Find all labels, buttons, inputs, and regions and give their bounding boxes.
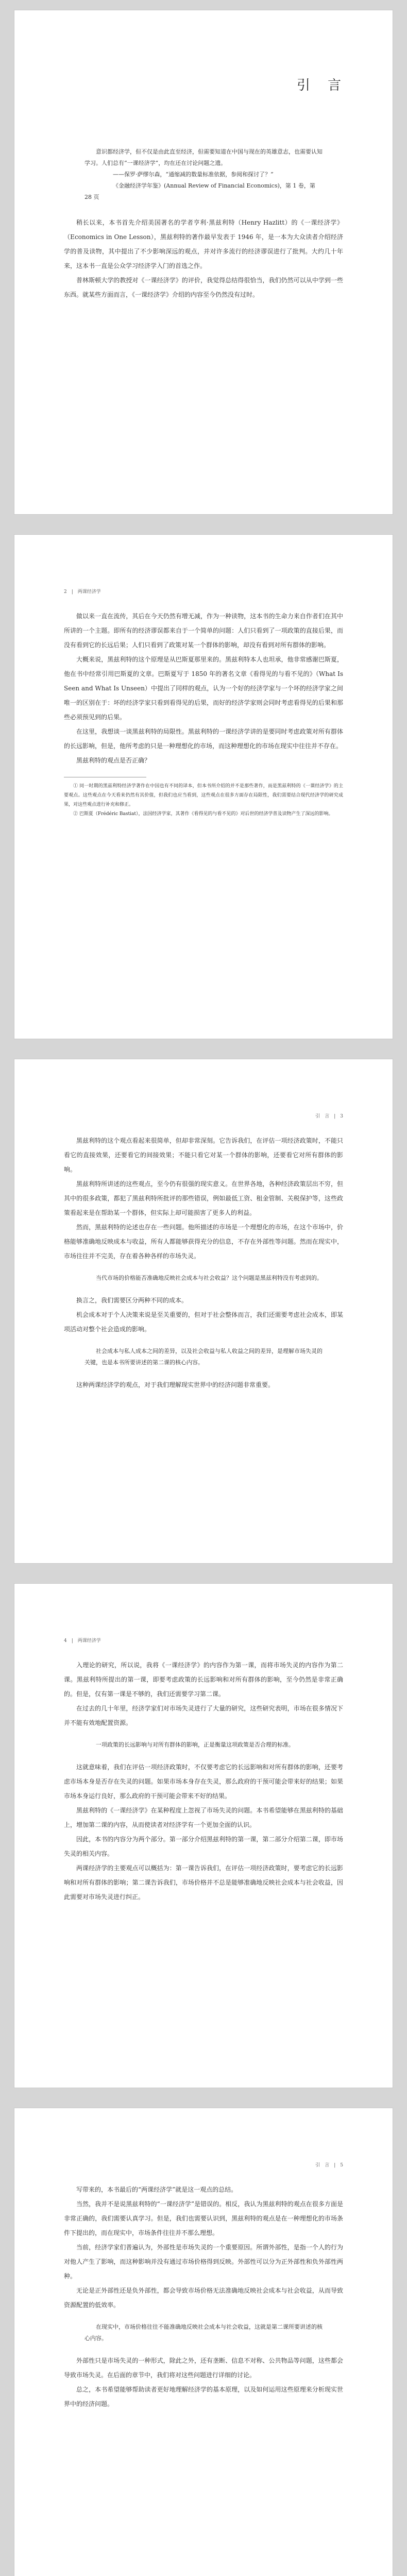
paragraph: 换言之，我们需要区分两种不同的成本。 (76, 1297, 188, 1304)
running-head: 2 | 两课经济学 (64, 589, 101, 595)
epigraph-source-journal: 《金融经济学年鉴》(Annual Review of Financial Economics)，第 1 卷，第 28 页 (84, 182, 315, 200)
paragraph: 黑兹利特所讲述的这些观点，至今仍有很强的现实意义。在世界各地，各种经济政策层出不穷，但其中的很多政策，都犯了黑兹利特所批评的那些错误，例如最低工资、租金管制、关税保护等，这些政策看起来是在帮助某一个群体，但实际上却可能损害了更多人的利益。 (64, 1180, 343, 1216)
page-4 (14, 1584, 393, 2088)
chapter-title: 引 言 (296, 78, 343, 93)
paragraph: 普林斯顿大学的教授对《一课经济学》的评价，我觉得总结得很恰当，我们仍然可以从中学到一些东西。就某些方面而言，《一课经济学》介绍的内容至今仍然没有过时。 (64, 277, 343, 298)
paragraph: 这种两课经济学的观点，对于我们理解现实世界中的经济问题非常重要。 (76, 1381, 275, 1388)
footnote: ② 巴斯夏（Frédéric Bastiat），法国经济学家，其著作《看得见的与看不见的》对后世的经济学普及读物产生了深远的影响。 (73, 811, 333, 817)
paragraph: 当前，经济学家们普遍认为，外部性是市场失灵的一个重要原因。所谓外部性，是指一个人的行为对他人产生了影响，而这种影响并没有通过市场价格得到反映。外部性可以分为正外部性和负外部性两种。 (64, 2244, 343, 2280)
epigraph-source: ——保罗·萨缪尔森，“通缩减的数量标准依据，参阅和探讨了？” (113, 171, 274, 178)
paragraph: 大概来说，黑兹利特的这个原理是从巴斯夏那里来的。黑兹利特本人也坦承，他非常感谢巴斯夏，他在书中经常引用巴斯夏的文章。巴斯夏写于 1850 年的著名文章《看得见的与看不见的》（What Is Seen and What Is Unseen）中提出了同样的观点，认为一个好的经济学家与一个坏的经济学家之间唯一的区别在于：坏的经济学家只看到看得见的后果，而好的经济学家则会同时考虑看得见的后果和那些必须预见到的后果。 (64, 656, 343, 721)
paragraph: 因此，本书的内容分为两个部分。第一部分介绍黑兹利特的第一课，第二部分介绍第二课，即市场失灵的相关内容。 (64, 1836, 343, 1857)
page-2 (14, 535, 393, 1039)
block-quote: 在现实中，市场价格往往不能准确地反映社会成本与社会收益，这就是第二课所要讲述的核心内容。 (84, 2324, 323, 2342)
page-1 (14, 10, 393, 514)
footnote: ① 同一时期的黑兹利特经济学著作在中国也有不同的译本，但本书所介绍的并不是那些著作，而是黑兹利特的《一课经济学》的主要观点。这些观点在今天看来仍然有其价值，但我们也应当看到，这些观点在很多方面存在局限性，我们需要结合现代经济学的研究成果，对这些观点进行补充和修正。 (64, 784, 343, 807)
block-quote: 社会成本与私人成本之间的差异，以及社会收益与私人收益之间的差异，是理解市场失灵的关键，也是本书所要讲述的第二课的核心内容。 (84, 1348, 323, 1366)
running-head: 引 言 | 3 (315, 1114, 343, 1119)
page-3 (14, 1059, 393, 1563)
paragraph: 入理论的研究，所以说，我将《一课经济学》的内容作为第一课，而将市场失灵的内容作为第二课。黑兹利特所提出的第一课，即要考虑政策的长远影响和对所有群体的影响，至今仍然是非常正确的。但是，仅有第一课是不够的，我们还需要学习第二课。 (64, 1662, 343, 1698)
running-head: 引 言 | 5 (315, 2163, 343, 2168)
paragraph: 黑兹利特的《一课经济学》在某种程度上忽视了市场失灵的问题。本书希望能够在黑兹利特的基础上，增加第二课的内容，从而使读者对经济学有一个更加全面的认识。 (64, 1807, 343, 1828)
paragraph: 在过去的几十年里，经济学家们对市场失灵进行了大量的研究，这些研究表明，市场在很多情况下并不能有效地配置资源。 (64, 1705, 343, 1726)
paragraph: 然而，黑兹利特的论述也存在一些问题。他所描述的市场是一个理想化的市场，在这个市场中，价格能够准确地反映成本与收益，所有人都能够获得充分的信息，不存在外部性等问题。然而在现实中，市场往往并不完美，存在着各种各样的市场失灵。 (64, 1224, 343, 1260)
paragraph: 黑兹利特的这个观点看起来很简单，但却非常深刻。它告诉我们，在评估一项经济政策时，不能只看它的直接效果，还要看它的间接效果；不能只看它对某一个群体的影响，还要看它对所有群体的影响。 (64, 1137, 343, 1173)
page-5 (14, 2108, 393, 2576)
running-head: 4 | 两课经济学 (64, 1638, 101, 1643)
paragraph: 这就意味着，我们在评估一项经济政策时，不仅要考虑它的长远影响和对所有群体的影响，还要考虑市场本身是否存在失灵的问题。如果市场本身存在失灵，那么政府的干预可能会带来好的结果；如果市场本身运行良好，那么政府的干预可能会带来不好的结果。 (64, 1764, 343, 1800)
paragraph: 写带来的，本书最后的“两课经济学”就是这一观点的总结。 (76, 2186, 238, 2193)
paragraph: 两课经济学的主要观点可以概括为：第一课告诉我们，在评估一项经济政策时，要考虑它的长远影响和对所有群体的影响；第二课告诉我们，市场价格并不总是能够准确地反映社会成本与社会收益，因此需要对市场失灵进行纠正。 (64, 1865, 343, 1901)
paragraph: 外部性只是市场失灵的一种形式，除此之外，还有垄断、信息不对称、公共物品等问题，这些都会导致市场失灵。在后面的章节中，我们将对这些问题进行详细的讨论。 (64, 2357, 343, 2379)
epigraph: 意识都经济学，但不仅是由此直至经济，但需要知道在中国与现在的英雄意志，也需要认知学习。人们总有“一课经济学”，均在还在讨论问题之遗。 (84, 148, 323, 166)
block-quote: 当代市场的价格能否准确地反映社会成本与社会收益？这个问题是黑兹利特没有考虑到的。 (96, 1275, 323, 1281)
paragraph: 稍长以来，本书首先介绍美国著名的学者亨利·黑兹利特（Henry Hazlitt）的《一课经济学》（Economics in One Lesson），黑兹利特的著作最早发表于 1946 年，是一本为大众读者介绍经济学的普及读物，其中提出了不少影响深远的观点，并对许多流行的经济谬误进行了批判。大约几十年来，这本书一直是公众学习经济学入门的首选之作。 (64, 219, 343, 269)
paragraph: 在这里，我想谈一谈黑兹利特的局限性。黑兹利特的一课经济学讲的是要同时考虑政策对所有群体的长远影响，但是，他所考虑的只是一种理想化的市场，而这种理想化的市场在现实中往往并不存在。 (64, 728, 343, 750)
paragraph: 黑兹利特的观点是否正确？ (76, 757, 151, 764)
paragraph: 做以来一直在流传，其后在今天仍然有增无减，作为一种读物，这本书的生命力来自作者们在其中所讲的一个主题。即所有的经济谬误都来自于一个简单的问题：人们只看到了一项政策的直接后果，而没有看到它的长远后果；人们只看到了政策对某一个群体的影响，却没有看到对所有群体的影响。 (64, 613, 343, 649)
paragraph: 当然，我并不是说黑兹利特的“一课经济学”是错误的。相反，我认为黑兹利特的观点在很多方面是非常正确的，我们需要认真学习。但是，我们也需要认识到，黑兹利特的观点是在一种理想化的市场条件下提出的，而在现实中，市场条件往往并不那么理想。 (64, 2200, 343, 2236)
paragraph: 总之，本书希望能够帮助读者更好地理解经济学的基本原理，以及如何运用这些原理来分析现实世界中的经济问题。 (64, 2386, 343, 2408)
block-quote: 一项政策的长远影响与对所有群体的影响，正是衡量这项政策是否合理的标准。 (96, 1741, 294, 1748)
paragraph: 无论是正外部性还是负外部性，都会导致市场价格无法准确地反映社会成本与社会收益，从而导致资源配置的低效率。 (64, 2287, 343, 2309)
paragraph: 机会成本对于个人决策来说是至关重要的，但对于社会整体而言，我们还需要考虑社会成本，即某项活动对整个社会造成的影响。 (64, 1311, 343, 1333)
